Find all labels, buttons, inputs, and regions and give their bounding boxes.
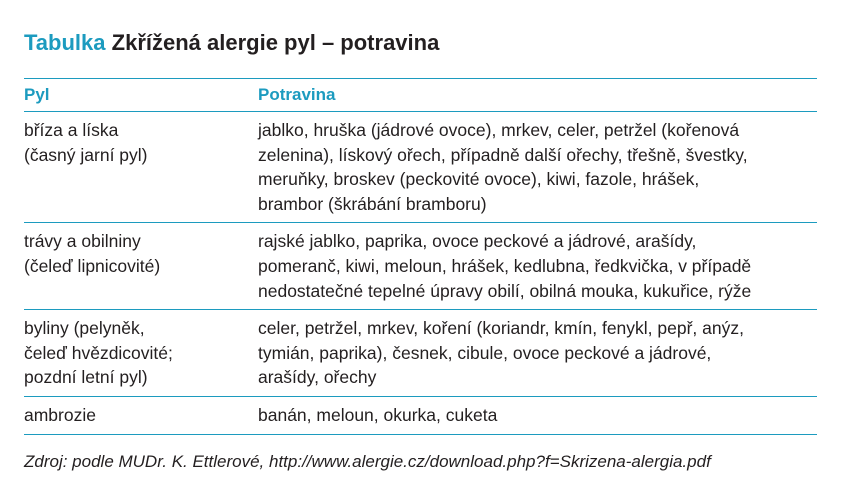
- pyl-line: trávy a obilniny: [24, 231, 141, 252]
- pyl-cell: [24, 316, 258, 390]
- potravina-line: brambor (škrábání bramboru): [258, 193, 487, 214]
- header-pyl: Pyl: [24, 85, 50, 104]
- table-title: [24, 28, 439, 58]
- pyl-line: pozdní letní pyl): [24, 367, 148, 388]
- pyl-cell: [24, 403, 258, 428]
- pyl-line: bříza a líska: [24, 120, 119, 140]
- potravina-line: zelenina), lískový ořech, případně další ořechy, třešně, švestky,: [258, 144, 748, 165]
- pyl-line: (čeleď lipnicovité): [24, 255, 161, 276]
- potravina-line: celer, petržel, mrkev, koření (koriandr, kmín, fenykl, pepř, anýz,: [258, 318, 744, 339]
- table-row: [24, 223, 817, 310]
- potravina-line: pomeranč, kiwi, meloun, hrášek, kedlubna, ředkvička, v případě: [258, 255, 752, 276]
- pyl-line: byliny (pelyněk,: [24, 318, 145, 339]
- table-title-prefix: Tabulka: [24, 30, 106, 55]
- potravina-line: jablko, hruška (jádrové ovoce), mrkev, celer, petržel (kořenová: [258, 120, 740, 140]
- potravina-line: rajské jablko, paprika, ovoce peckové a jádrové, arašídy,: [258, 231, 697, 252]
- pyl-cell: [24, 229, 258, 303]
- pyl-cell: [24, 118, 258, 216]
- potravina-cell: [258, 229, 817, 303]
- potravina-cell: [258, 118, 817, 216]
- table-row: [24, 397, 817, 435]
- table-title-text: Zkřížená alergie pyl – potravina: [111, 30, 440, 55]
- potravina-line: meruňky, broskev (peckovité ovoce), kiwi, fazole, hrášek,: [258, 169, 700, 190]
- pyl-line: (časný jarní pyl): [24, 144, 148, 165]
- table-row: [24, 112, 817, 223]
- pyl-line: ambrozie: [24, 404, 96, 425]
- allergy-table: [24, 78, 817, 435]
- potravina-line: arašídy, ořechy: [258, 367, 377, 388]
- header-potravina: Potravina: [258, 85, 336, 104]
- potravina-line: banán, meloun, okurka, cuketa: [258, 404, 498, 425]
- potravina-line: tymián, paprika), česnek, cibule, ovoce peckové a jádrové,: [258, 342, 712, 363]
- potravina-cell: [258, 316, 817, 390]
- potravina-cell: [258, 403, 817, 428]
- pyl-line: čeleď hvězdicovité;: [24, 342, 173, 363]
- potravina-line: nedostatečné tepelné úpravy obilí, obilná mouka, kukuřice, rýže: [258, 280, 752, 301]
- table-header: [24, 79, 817, 112]
- source-note: Zdroj: podle MUDr. K. Ettlerové, http://www.alergie.cz/download.php?f=Skrizena-alergia.pdf: [24, 452, 711, 471]
- table-row: [24, 310, 817, 397]
